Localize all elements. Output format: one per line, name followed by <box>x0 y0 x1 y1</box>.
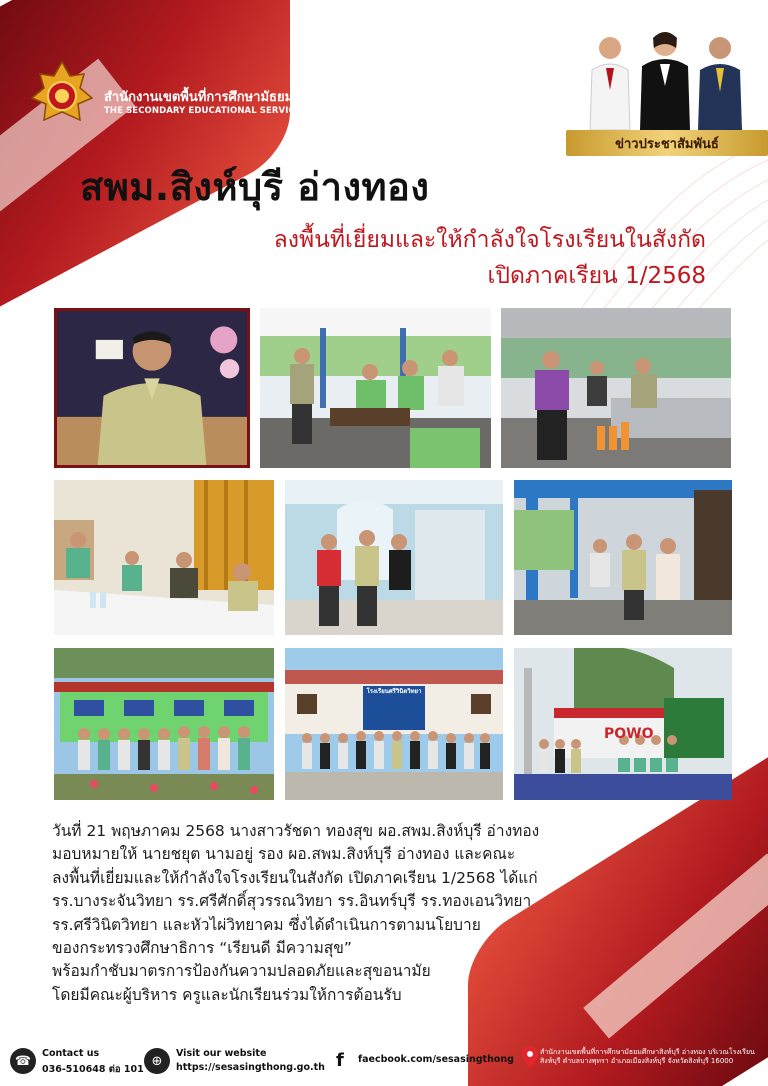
photo-group-school-sign <box>285 648 503 800</box>
body-line: ลงพื้นที่เยี่ยมและให้กำลังใจโรงเรียนในสังกัด เปิดภาคเรียน 1/2568 ได้แก่ <box>52 868 538 887</box>
org-name-thai: สำนักงานเขตพื้นที่การศึกษามัธยมศึกษาสิงห์บุรี อ่างทอง <box>104 90 412 105</box>
facebook-icon: f <box>336 1050 344 1071</box>
photo-group-wall-sign <box>514 648 732 800</box>
contact-label: Contact us <box>42 1048 100 1059</box>
body-line: โดยมีคณะผู้บริหาร ครูและนักเรียนร่วมให้การต้อนรับ <box>52 985 402 1004</box>
org-name-english: THE SECONDARY EDUCATIONAL SERVICE AREA OFFICE SINGBURI ANGTHONG <box>104 106 477 116</box>
body-line: วันที่ 21 พฤษภาคม 2568 นางสาวรัชดา ทองสุข ผอ.สพม.สิงห์บุรี อ่างทอง <box>52 822 540 840</box>
website-label: Visit our website <box>176 1048 267 1059</box>
location-pin-icon <box>522 1046 538 1068</box>
page-title: สพม.สิงห์บุรี อ่างทอง <box>80 165 430 209</box>
school-sign-text: โรงเรียนศรีวินิตวิทยา <box>366 688 422 695</box>
footer <box>0 1040 768 1086</box>
news-body <box>52 820 692 1007</box>
wall-sign-text: POWO <box>604 726 654 742</box>
photo-deputy-director-portrait <box>54 308 250 468</box>
body-line: รร.บางระจันวิทยา รร.ศรีศักดิ์สุวรรณวิทยา รร.อินทร์บุรี รร.ทองเอนวิทยา <box>52 892 532 911</box>
office-address: สำนักงานเขตพื้นที่การศึกษามัธยมศึกษาสิงห์บุรี อ่างทอง บริเวณโรงเรียนสิงห์บุรี ตำบลบางพุทรา อำเภอเมืองสิงห์บุรี จังหวัดสิงห์บุรี 16000 <box>540 1048 755 1065</box>
press-release-badge: ข่าวประชาสัมพันธ์ <box>566 130 768 156</box>
photo-restroom-inspection <box>285 480 503 635</box>
photo-group-school-building <box>54 648 274 800</box>
facebook-link[interactable]: faecbook.com/sesasingthong <box>358 1054 514 1065</box>
website-link[interactable]: https://sesasingthong.go.th <box>176 1062 325 1073</box>
body-line: รร.ศรีวินิตวิทยา และหัวไผ่วิทยาคม ซึ่งได้ดำเนินการตามนโยบาย <box>52 915 481 934</box>
subtitle-line-2: เปิดภาคเรียน 1/2568 <box>487 263 706 289</box>
contact-phone[interactable]: 036-510648 ต่อ 101 <box>42 1064 144 1075</box>
phone-icon: ☎ <box>10 1048 36 1074</box>
photo-corridor-walk <box>514 480 732 635</box>
photo-canteen-visit <box>501 308 731 468</box>
executives-photo <box>580 30 750 130</box>
globe-icon: ⊕ <box>144 1048 170 1074</box>
body-line: ของกระทรวงศึกษาธิการ “เรียนดี มีความสุข” <box>52 939 352 958</box>
photo-meeting-room <box>54 480 274 635</box>
obec-logo-icon <box>28 60 96 130</box>
photo-classroom-visit <box>260 308 491 468</box>
body-line: พร้อมกำชับมาตรการป้องกันความปลอดภัยและสุขอนามัย <box>52 962 431 981</box>
subtitle-line-1: ลงพื้นที่เยี่ยมและให้กำลังใจโรงเรียนในสังกัด <box>273 227 706 253</box>
body-line: มอบหมายให้ นายชยุต นามอยู่ รอง ผอ.สพม.สิงห์บุรี อ่างทอง และคณะ <box>52 845 516 864</box>
